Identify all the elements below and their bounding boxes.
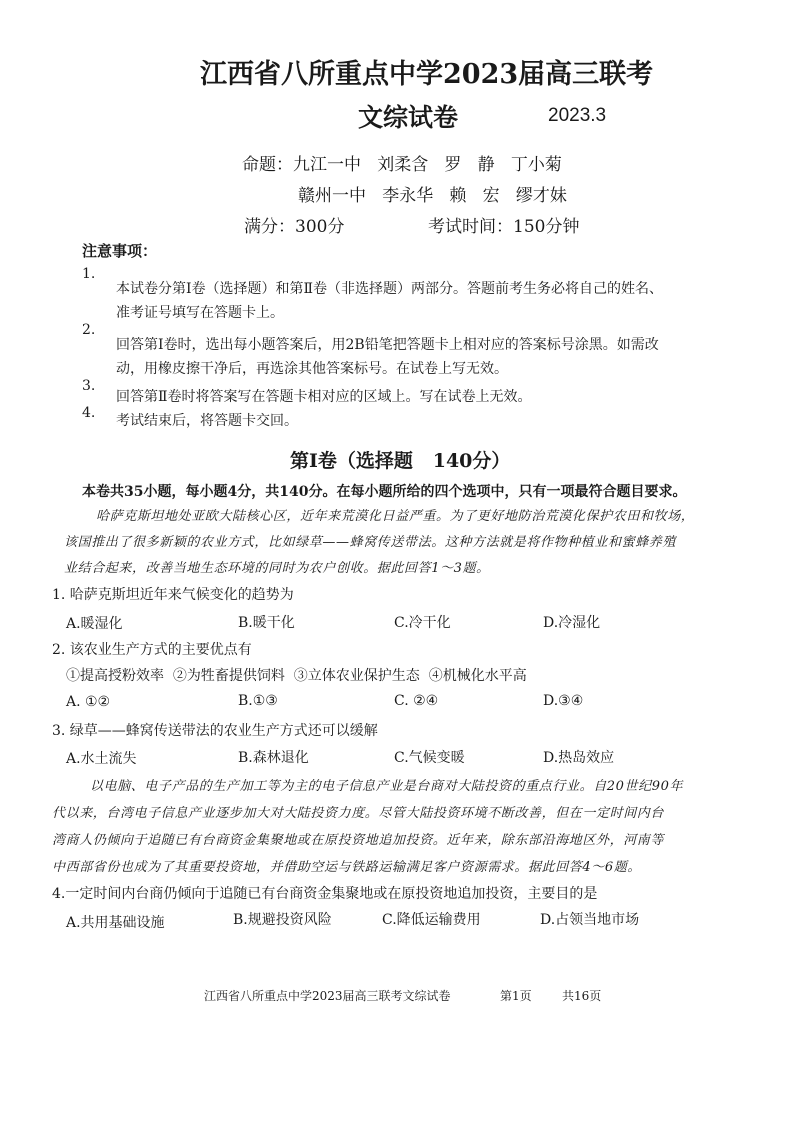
option-c: C. ②④ xyxy=(394,693,439,709)
question-stem: 1. 哈萨克斯坦近年来气候变化的趋势为 xyxy=(52,587,294,603)
note-number: 1. xyxy=(82,266,96,282)
notes-heading: 注意事项： xyxy=(82,242,158,260)
option-b: B.①③ xyxy=(238,693,278,709)
note-number: 2. xyxy=(82,322,96,338)
exam-title: 江西省八所重点中学2023届高三联考 xyxy=(200,59,654,90)
option-a: A.暖湿化 xyxy=(66,616,123,632)
option-d: D.占领当地市场 xyxy=(540,912,640,928)
note-number: 3. xyxy=(82,378,96,394)
note-text: 动，用橡皮擦干净后，再选涂其他答案标号。在试卷上写无效。 xyxy=(116,361,508,377)
footer-exam-name: 江西省八所重点中学2023届高三联考文综试卷 xyxy=(204,989,451,1003)
option-c: C.冷干化 xyxy=(394,615,451,631)
footer-total-pages: 共16页 xyxy=(562,989,602,1003)
note-text: 准考证号填写在答题卡上。 xyxy=(116,305,284,321)
option-a: A. ①② xyxy=(66,694,111,710)
authors-line-2: 赣州一中 李永华 赖 宏 缪才妹 xyxy=(298,186,567,206)
section-heading: 第Ⅰ卷（选择题 140分） xyxy=(290,450,511,472)
option-b: B.森林退化 xyxy=(238,750,309,766)
footer-page-number: 第1页 xyxy=(500,989,532,1003)
option-b: B.暖干化 xyxy=(238,615,295,631)
passage-1-line: 哈萨克斯坦地处亚欧大陆核心区，近年来荒漠化日益严重。为了更好地防治荒漠化保护农田和牧场， xyxy=(96,509,695,524)
note-text: 回答第Ⅰ卷时，选出每小题答案后，用2B铅笔把答题卡上相对应的答案标号涂黑。如需改 xyxy=(116,337,659,353)
passage-1-line: 该国推出了很多新颖的农业方式，比如绿草——蜂窝传送带法。这种方法就是将作物种植业和蜜蜂养殖 xyxy=(64,535,677,550)
passage-2-line: 中西部省份也成为了其重要投资地，并借助空运与铁路运输满足客户资源需求。据此回答4～6题。 xyxy=(52,860,641,875)
passage-2-line: 湾商人仍倾向于追随已有台商资金集聚地或在原投资地追加投资。近年来，除东部沿海地区外，河南等 xyxy=(52,833,665,848)
question-stem: 3. 绿草——蜂窝传送带法的农业生产方式还可以缓解 xyxy=(52,723,378,739)
option-c: C.气候变暖 xyxy=(394,750,465,766)
exam-date: 2023.3 xyxy=(548,105,607,126)
question-stem: 2. 该农业生产方式的主要优点有 xyxy=(52,642,252,658)
full-score: 满分：300分 xyxy=(244,217,345,237)
option-a: A.共用基础设施 xyxy=(66,915,165,931)
option-d: D.③④ xyxy=(543,693,584,709)
option-d: D.冷湿化 xyxy=(543,615,601,631)
question-statements: ①提高授粉效率 ②为牲畜提供饲料 ③立体农业保护生态 ④机械化水平高 xyxy=(66,668,527,684)
exam-time: 考试时间：150分钟 xyxy=(428,217,580,237)
option-d: D.热岛效应 xyxy=(543,750,615,766)
passage-2-line: 代以来，台湾电子信息产业逐步加大对大陆投资力度。尽管大陆投资环境不断改善，但在一定时间内台 xyxy=(52,806,665,821)
note-text: 回答第Ⅱ卷时将答案写在答题卡相对应的区域上。写在试卷上无效。 xyxy=(116,389,532,405)
option-c: C.降低运输费用 xyxy=(382,912,481,928)
option-a: A.水土流失 xyxy=(66,751,137,767)
authors-line-1: 命题：九江一中 刘柔含 罗 静 丁小菊 xyxy=(242,155,562,175)
option-b: B.规避投资风险 xyxy=(233,912,332,928)
section-intro: 本卷共35小题，每小题4分，共140分。在每小题所给的四个选项中，只有一项最符合题目要求。 xyxy=(82,484,687,500)
exam-subtitle: 文综试卷 xyxy=(358,103,459,132)
note-text: 考试结束后，将答题卡交回。 xyxy=(116,413,298,429)
note-number: 4. xyxy=(82,405,96,421)
question-stem: 4.一定时间内台商仍倾向于追随已有台商资金集聚地或在原投资地追加投资，主要目的是 xyxy=(52,886,598,902)
note-text: 本试卷分第Ⅰ卷（选择题）和第Ⅱ卷（非选择题）两部分。答题前考生务必将自己的姓名、 xyxy=(116,281,664,297)
passage-1-line: 业结合起来，改善当地生态环境的同时为农户创收。据此回答1～3题。 xyxy=(64,561,490,576)
passage-2-line: 以电脑、电子产品的生产加工等为主的电子信息产业是台商对大陆投资的重点行业。自20世纪90年 xyxy=(90,779,684,794)
